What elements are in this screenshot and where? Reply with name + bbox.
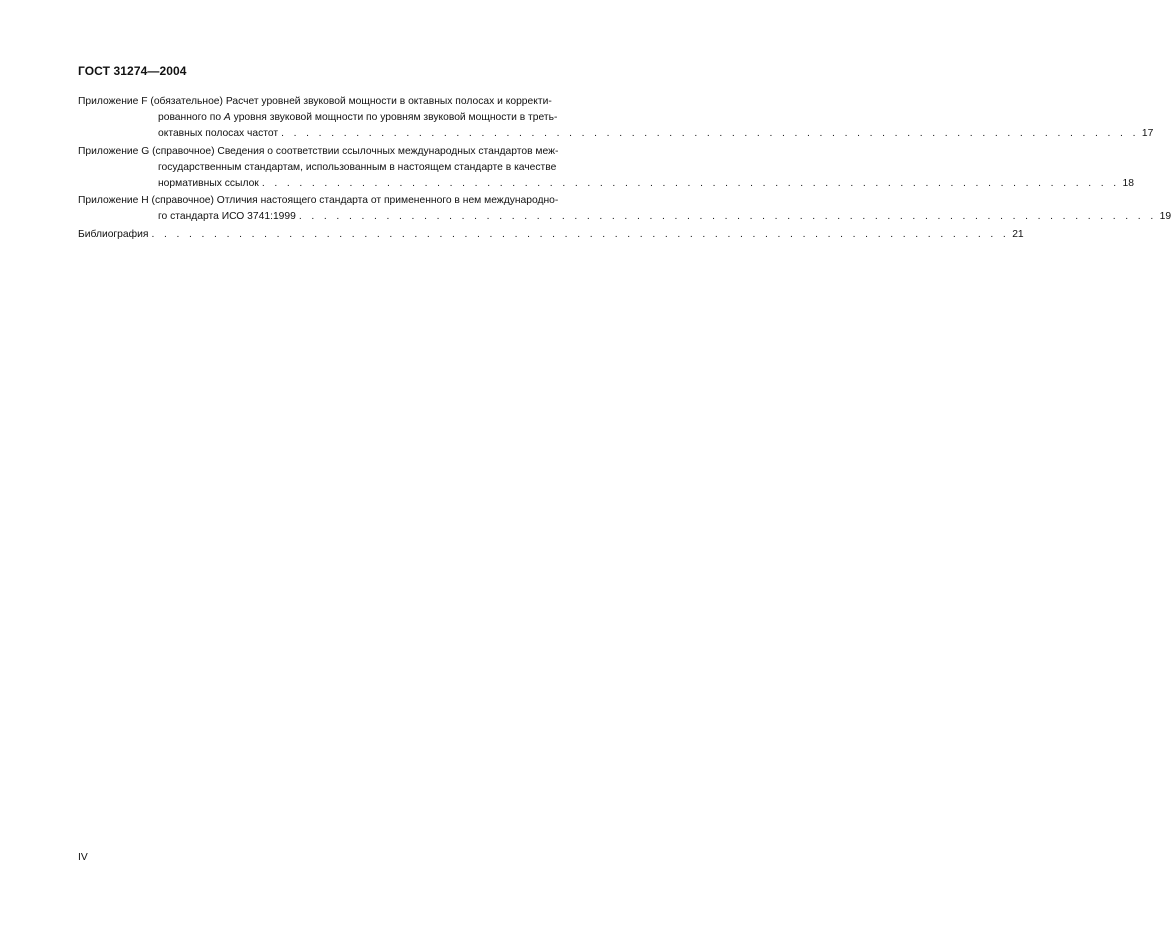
toc-entry-line: нормативных ссылок: [158, 178, 259, 190]
toc-entry-leader: [78, 227, 1024, 243]
table-of-contents: [78, 94, 1171, 243]
toc-page-number: 21: [1012, 228, 1024, 240]
toc-entry-line: Приложение F (обязательное) Расчет уровней звуковой мощности в октавных полосах и корректи-: [78, 96, 552, 107]
toc-entry-leader: [78, 126, 1154, 142]
toc-entry-line: Библиография: [78, 228, 149, 240]
toc-entry-line: Приложение G (справочное) Сведения о соответствии ссылочных международных стандартов меж-: [78, 145, 559, 157]
toc-entry-leader: [78, 209, 1171, 225]
toc-entry-bibliography[interactable]: [78, 227, 1024, 243]
dot-leader: . . . . . . . . . . . . . . . . . . . . . . . . . . . . . . . . . . . . . . . . . . . . . . . . . . . . . . . . . . . . . . . . . . . . .: [298, 211, 1157, 223]
toc-entry-line: Приложение H (справочное) Отличия настоящего стандарта от примененного в нем международно-: [78, 195, 559, 207]
toc-entry-leader: [78, 176, 1135, 192]
toc-page-number: 17: [1141, 128, 1154, 140]
dot-leader: . . . . . . . . . . . . . . . . . . . . . . . . . . . . . . . . . . . . . . . . . . . . . . . . . . . . . . . . . . . . . . . . . . . . .: [151, 228, 1010, 240]
page-number: IV: [78, 852, 88, 863]
dot-leader: . . . . . . . . . . . . . . . . . . . . . . . . . . . . . . . . . . . . . . . . . . . . . . . . . . . . . . . . . . . . . . . . . . . . .: [261, 178, 1120, 190]
toc-entry-appendix-h[interactable]: [78, 193, 1171, 225]
toc-entry-appendix-f[interactable]: [78, 94, 1154, 143]
toc-entry-line: государственным стандартам, использованным в настоящем стандарте в качестве: [158, 161, 557, 173]
dot-leader: . . . . . . . . . . . . . . . . . . . . . . . . . . . . . . . . . . . . . . . . . . . . . . . . . . . . . . . . . . . . . . . . . . . . .: [281, 128, 1139, 140]
toc-page-number: 19: [1159, 211, 1171, 223]
toc-entry-line: рованного по A уровня звуковой мощности по уровням звуковой мощности в треть-: [158, 112, 558, 124]
toc-entry-line: октавных полосах частот: [158, 128, 279, 140]
toc-page-number: 18: [1122, 178, 1135, 190]
document-header: ГОСТ 31274—2004: [78, 64, 187, 78]
toc-entry-appendix-g[interactable]: [78, 144, 1135, 193]
toc-entry-line: го стандарта ИСО 3741:1999: [158, 211, 296, 223]
